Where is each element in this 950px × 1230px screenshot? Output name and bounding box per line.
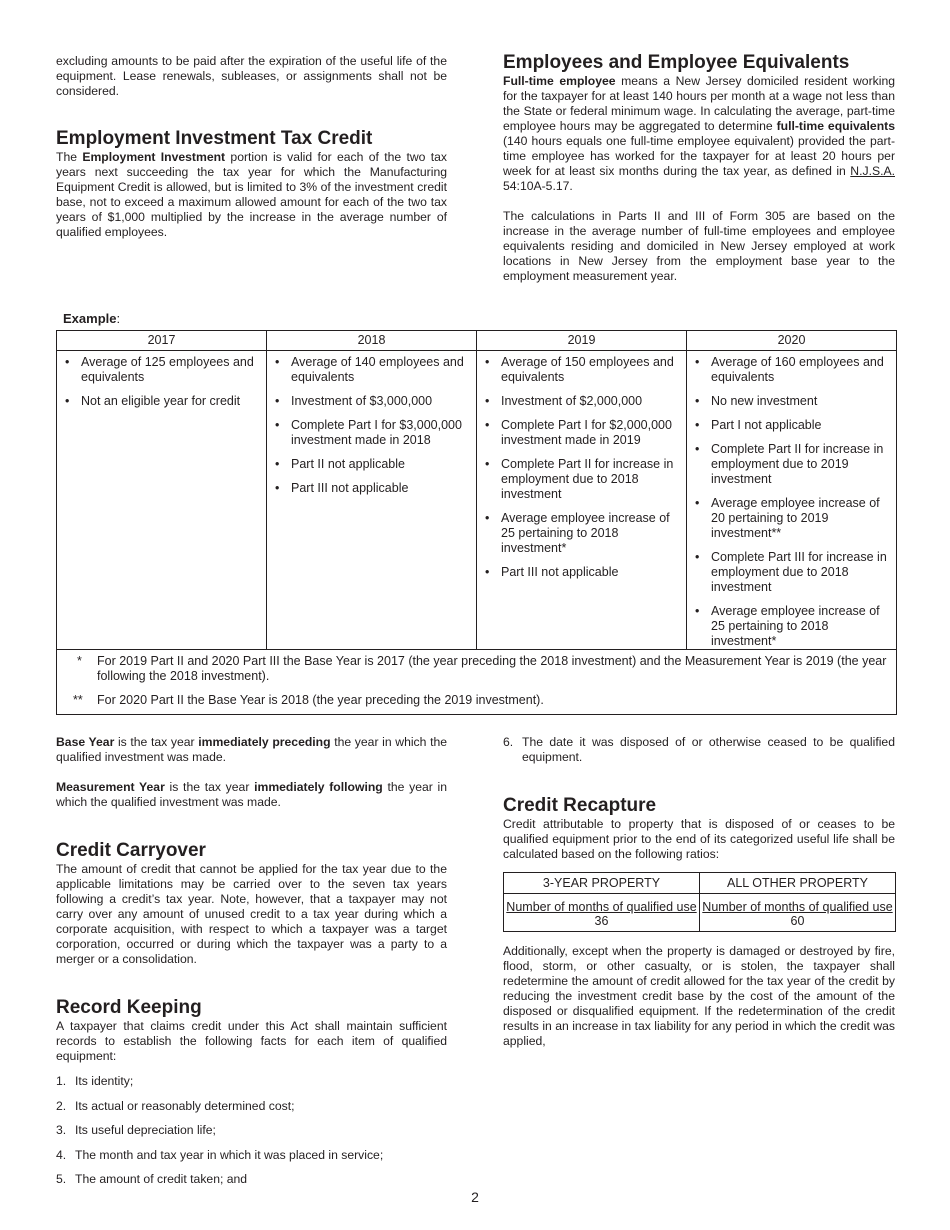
credit-carryover-text: The amount of credit that cannot be applied for the tax year due to the applicable limitations may be carried over to the seven tax years following a credit’s tax year. Note, however, that a taxpayer may not carry over any amount of unused credit to a tax year during which a corporate acquisition, with respect to which a taxpayer was a target corporation, occurred or during which the taxpayer was a party to a merger or a consolidation. xyxy=(56,862,447,966)
list-item: • Investment of $3,000,000 xyxy=(275,394,468,409)
list-item: 2. Its actual or reasonably determined cost; xyxy=(56,1098,295,1113)
col-2020-cell xyxy=(687,351,897,650)
employees-heading: Employees and Employee Equivalents xyxy=(503,52,850,73)
all-other-property-header: ALL OTHER PROPERTY xyxy=(700,873,896,894)
list-item: • Average of 140 employees and equivalents xyxy=(275,355,468,385)
record-keeping-heading: Record Keeping xyxy=(56,997,202,1018)
list-item: 5. The amount of credit taken; and xyxy=(56,1172,248,1186)
col-2019-cell xyxy=(477,351,687,650)
base-year-definition: Base Year is the tax year immediately preceding the year in which the qualified investment was made. xyxy=(56,735,448,764)
notes-cell xyxy=(57,650,897,715)
employees-section xyxy=(503,52,895,284)
credit-recapture-heading: Credit Recapture xyxy=(503,795,657,816)
eitc-heading: Employment Investment Tax Credit xyxy=(56,128,373,149)
year-2020-header: 2020 xyxy=(687,331,897,351)
recapture-ratio-table xyxy=(503,872,896,932)
list-item: 4. The month and tax year in which it was placed in service; xyxy=(56,1147,384,1162)
list-item: • Complete Part II for increase in employment due to 2018 investment xyxy=(485,457,678,502)
three-year-property-header: 3-YEAR PROPERTY xyxy=(504,873,700,894)
year-2017-header: 2017 xyxy=(57,331,267,351)
list-item: • Average employee increase of 25 pertaining to 2018 investment* xyxy=(485,511,678,556)
ratio-header-row xyxy=(504,873,896,894)
left-intro-block xyxy=(56,54,447,99)
col-2017-cell xyxy=(57,351,267,650)
list-item: • Part I not applicable xyxy=(695,418,888,433)
fulltime-paragraph: Full-time employee means a New Jersey domiciled resident working for the taxpayer for at least 140 hours per month at a wage not less than the State or federal minimum wage. In calculating the average, part-time employee hours may be aggregated to determine full-time equivalents (140 hours equals one full-time employee equivalent) provided the part-time employee has worked for the taxpayer for at least 20 hours per week for at least six months during the tax year, as defined in N.J.S.A. 54:10A-5.17. xyxy=(503,74,895,193)
record-keeping-text: A taxpayer that claims credit under this Act shall maintain sufficient records to establish the following facts for each item of qualified equipment: xyxy=(56,1019,447,1063)
notes-row xyxy=(57,650,897,715)
example-label: Example: xyxy=(63,311,121,326)
njsa-reference: N.J.S.A. xyxy=(850,164,895,178)
additional-block xyxy=(503,944,895,1049)
list-item: • Complete Part I for $2,000,000 investment made in 2019 xyxy=(485,418,678,448)
record-keeping-list xyxy=(56,1074,447,1187)
list-item: • Average employee increase of 25 pertaining to 2018 investment* xyxy=(695,604,888,649)
list-item: 1. Its identity; xyxy=(56,1074,134,1088)
credit-recapture-text: Credit attributable to property that is disposed of or ceases to be qualified equipment prior to the end of its categorized useful life shall be calculated based on the following ratios: xyxy=(503,817,895,861)
eitc-section xyxy=(56,128,447,240)
eitc-paragraph: The Employment Investment portion is valid for each of the two tax years next succeeding the tax year for which the Manufacturing Equipment Credit is allowed, but is limited to 3% of the investment credit base, not to exceed a maximum allowed amount for each of the two tax years of $1,000 multiplied by the increase in the average number of qualified employees. xyxy=(56,150,447,239)
credit-carryover-heading: Credit Carryover xyxy=(56,840,206,861)
list-item: • Average of 150 employees and equivalents xyxy=(485,355,678,385)
list-item: • Complete Part I for $3,000,000 investment made in 2018 xyxy=(275,418,468,448)
list-item: • Average of 125 employees and equivalents xyxy=(65,355,258,385)
list-item: • Investment of $2,000,000 xyxy=(485,394,678,409)
list-item: • Complete Part II for increase in employment due to 2019 investment xyxy=(695,442,888,487)
footnote-double-star: ** For 2020 Part II the Base Year is 2018 (the year preceding the 2019 investment). xyxy=(73,693,544,707)
additional-paragraph: Additionally, except when the property is damaged or destroyed by fire, flood, storm, or other casualty, or is stolen, the taxpayer shall redetermine the amount of credit allowed for the tax year of the credit by reducing the investment credit base by the cost of the amount of the disposed or disqualified equipment. If the redetermination of the credit results in an increase in tax liability for any period in which the credit was applied, xyxy=(503,944,895,1048)
left-bottom-column xyxy=(56,735,447,1197)
intro-paragraph: excluding amounts to be paid after the expiration of the useful life of the equipment. Lease renewals, subleases, or assignments shall not be considered. xyxy=(56,54,447,98)
measurement-year-definition: Measurement Year is the tax year immediately following the year in which the qualified investment was made. xyxy=(56,780,448,809)
year-header-row xyxy=(57,331,897,351)
list-item: • Part II not applicable xyxy=(275,457,468,472)
footnote-single-star: * For 2019 Part II and 2020 Part III the Base Year is 2017 (the year preceding the 2018 investment) and the Measurement Year is 2019 (the year following the 2018 investment). xyxy=(77,654,887,683)
page-number: 2 xyxy=(471,1189,479,1205)
calculations-paragraph: The calculations in Parts II and III of Form 305 are based on the increase in the average number of full-time employees and employee equivalents residing and domiciled in New Jersey employed at work locations in New Jersey from the employment base year to the employment measurement year. xyxy=(503,209,895,283)
list-item: • Part III not applicable xyxy=(275,481,468,496)
list-item: 3. Its useful depreciation life; xyxy=(56,1123,216,1137)
list-item: • Part III not applicable xyxy=(485,565,678,580)
col-2018-cell xyxy=(267,351,477,650)
right-bottom-column xyxy=(503,735,895,862)
list-item: • Not an eligible year for credit xyxy=(65,394,258,409)
three-year-ratio: Number of months of qualified use 36 xyxy=(504,894,700,932)
list-item: 6. The date it was disposed of or otherwise ceased to be qualified equipment. xyxy=(503,735,895,764)
year-details-row xyxy=(57,351,897,650)
all-other-ratio: Number of months of qualified use 60 xyxy=(700,894,896,932)
ratio-row xyxy=(504,894,896,932)
list-item: • Complete Part III for increase in employment due to 2018 investment xyxy=(695,550,888,595)
list-item: • Average of 160 employees and equivalents xyxy=(695,355,888,385)
list-item: • No new investment xyxy=(695,394,888,409)
year-2019-header: 2019 xyxy=(477,331,687,351)
example-table xyxy=(56,330,897,715)
list-item: • Average employee increase of 20 pertaining to 2019 investment** xyxy=(695,496,888,541)
year-2018-header: 2018 xyxy=(267,331,477,351)
